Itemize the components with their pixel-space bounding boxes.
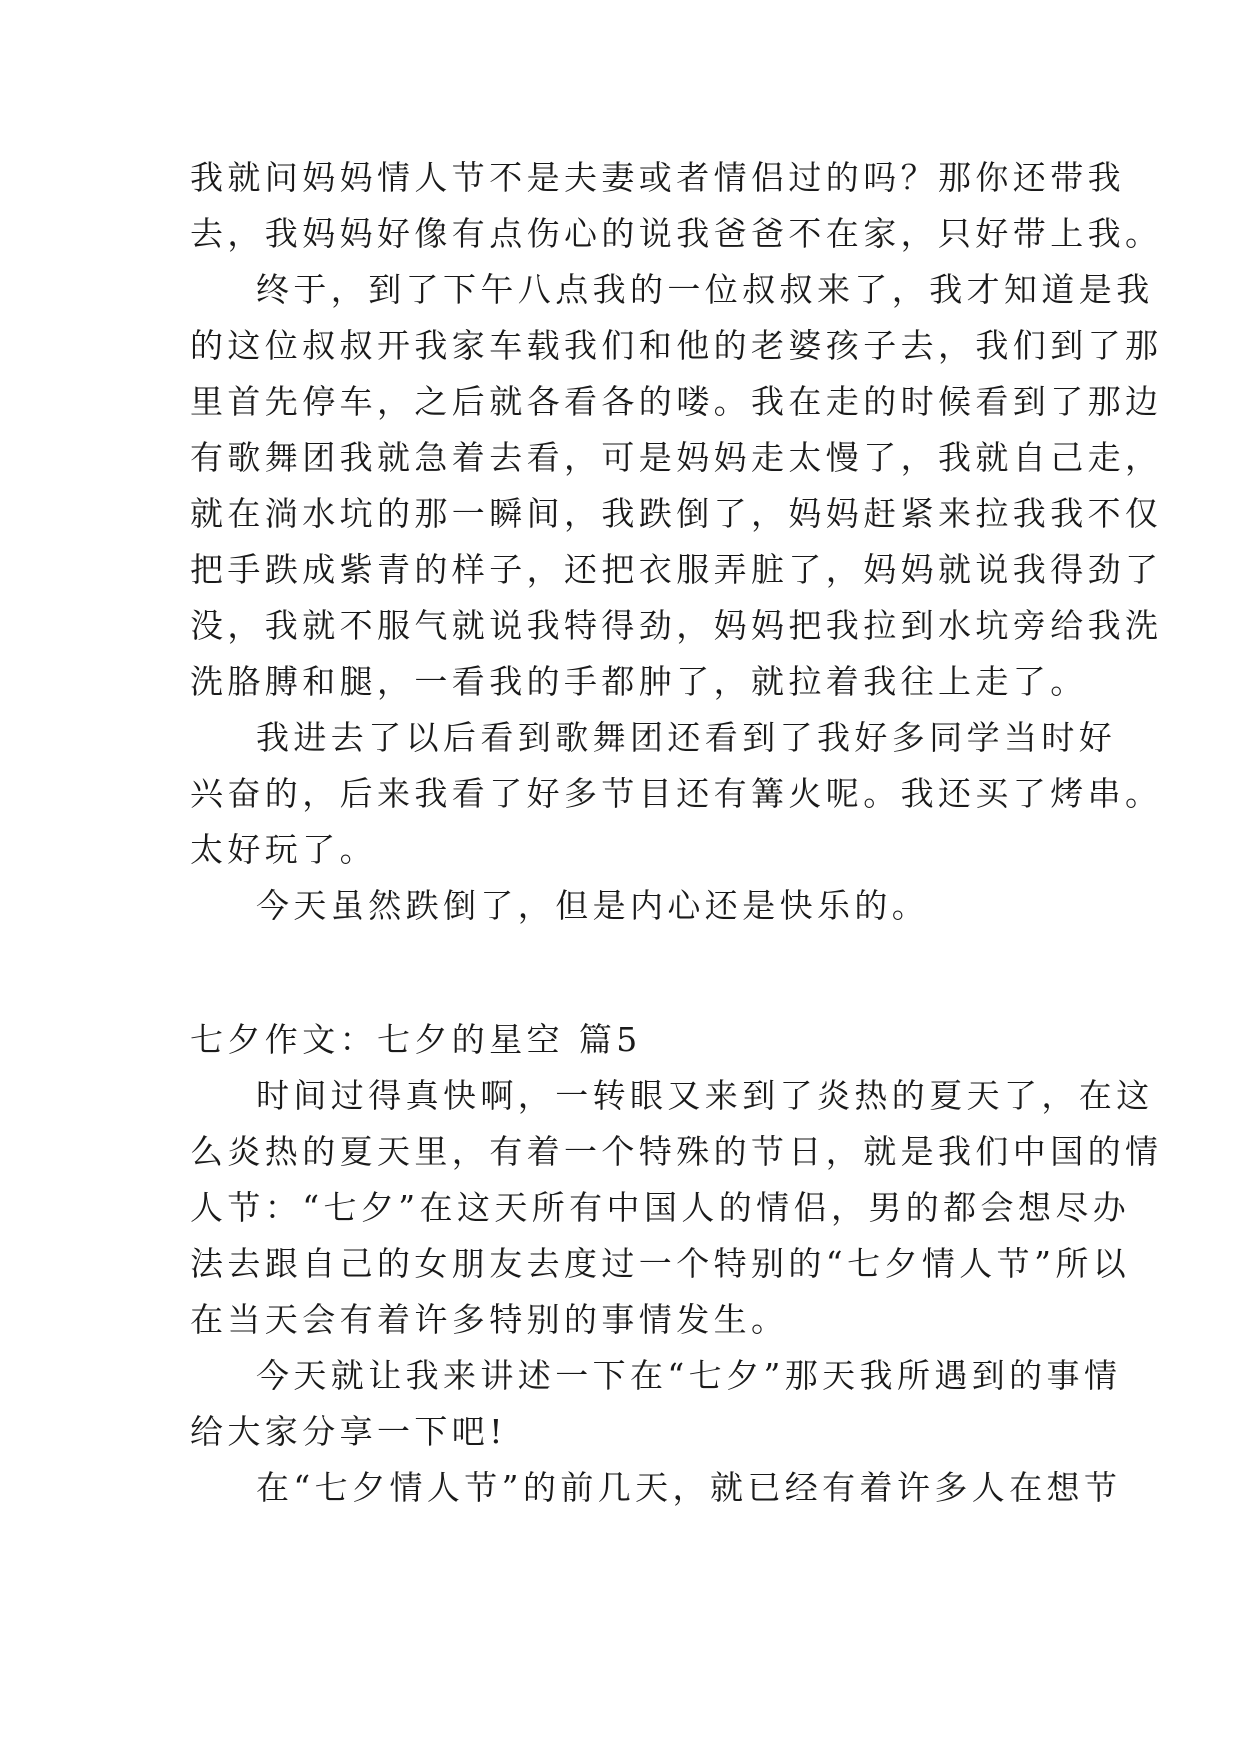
section-heading: 七夕作文：七夕的星空 篇5	[190, 1020, 642, 1059]
text-line: 兴奋的，后来我看了好多节目还有篝火呢。我还买了烤串。	[190, 774, 1163, 813]
text-line: 么炎热的夏天里，有着一个特殊的节日，就是我们中国的情	[190, 1132, 1163, 1171]
text-line: 给大家分享一下吧!	[190, 1412, 507, 1451]
paragraph-start-line: 时间过得真快啊，一转眼又来到了炎热的夏天了，在这	[256, 1076, 1154, 1115]
text-line: 洗胳膊和腿，一看我的手都肿了，就拉着我往上走了。	[190, 662, 1088, 701]
text-line: 没，我就不服气就说我特得劲，妈妈把我拉到水坑旁给我洗	[190, 606, 1163, 645]
text-line: 里首先停车，之后就各看各的喽。我在走的时候看到了那边	[190, 382, 1163, 421]
paragraph-start-line: 在“七夕情人节”的前几天，就已经有着许多人在想节	[256, 1468, 1122, 1507]
text-line: 我就问妈妈情人节不是夫妻或者情侣过的吗？那你还带我	[190, 158, 1125, 197]
text-line: 有歌舞团我就急着去看，可是妈妈走太慢了，我就自己走，	[190, 438, 1163, 477]
text-line: 把手跌成紫青的样子，还把衣服弄脏了，妈妈就说我得劲了	[190, 550, 1163, 589]
text-line: 的这位叔叔开我家车载我们和他的老婆孩子去，我们到了那	[190, 326, 1163, 365]
text-line: 在当天会有着许多特别的事情发生。	[190, 1300, 789, 1339]
paragraph-start-line: 今天虽然跌倒了，但是内心还是快乐的。	[256, 886, 930, 925]
paragraph-start-line: 今天就让我来讲述一下在“七夕”那天我所遇到的事情	[256, 1356, 1122, 1395]
text-line: 太好玩了。	[190, 830, 377, 869]
paragraph-start-line: 终于，到了下午八点我的一位叔叔来了，我才知道是我	[256, 270, 1154, 309]
text-line: 人节：“七夕”在这天所有中国人的情侣，男的都会想尽办	[190, 1188, 1131, 1227]
paragraph-start-line: 我进去了以后看到歌舞团还看到了我好多同学当时好	[256, 718, 1117, 757]
text-line: 去，我妈妈好像有点伤心的说我爸爸不在家，只好带上我。	[190, 214, 1163, 253]
text-line: 法去跟自己的女朋友去度过一个特别的“七夕情人节”所以	[190, 1244, 1131, 1283]
text-line: 就在淌水坑的那一瞬间，我跌倒了，妈妈赶紧来拉我我不仅	[190, 494, 1163, 533]
